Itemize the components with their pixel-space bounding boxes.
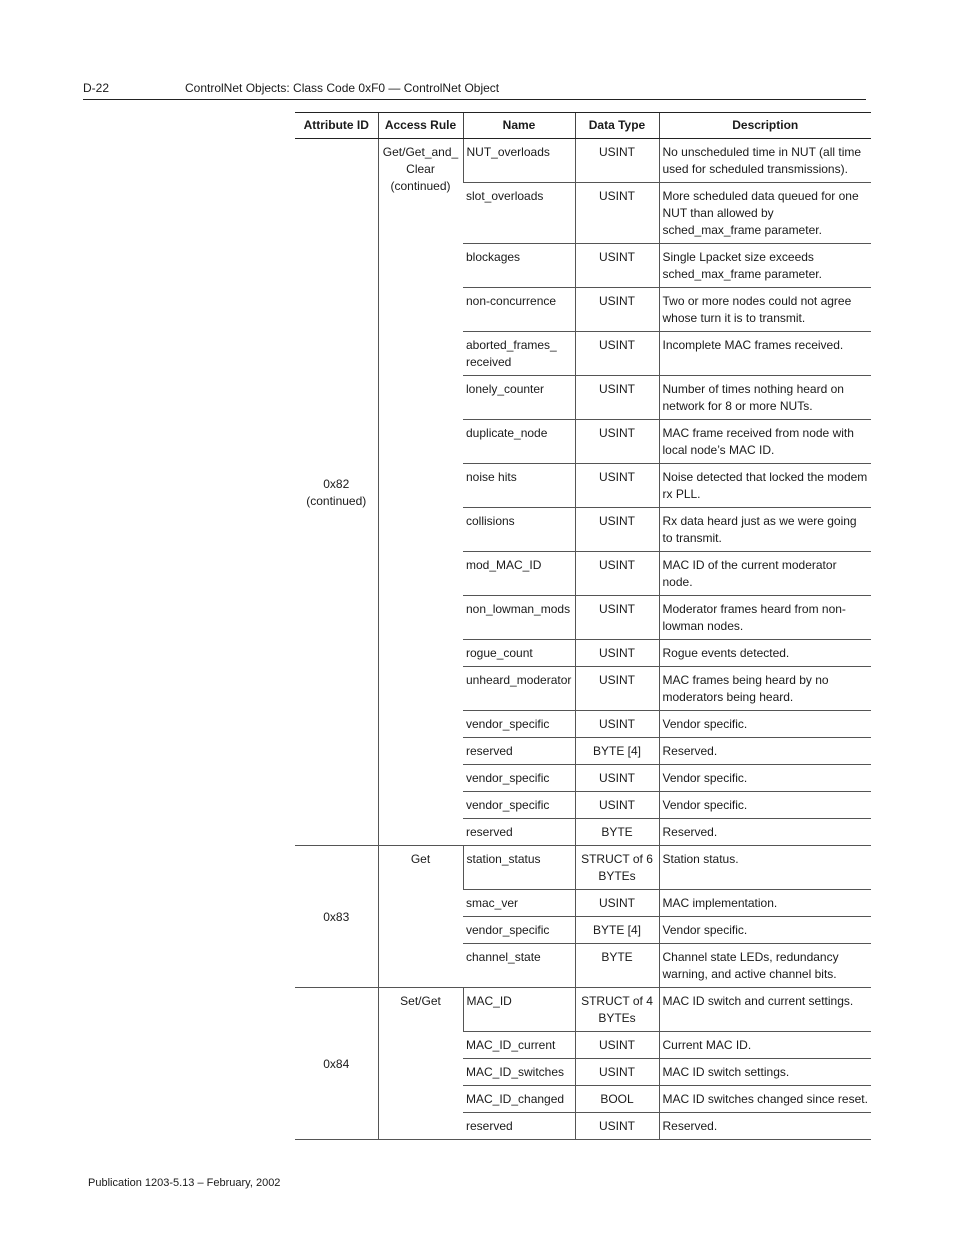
name-cell: collisions [463,508,575,552]
data-type-cell: USINT [575,667,659,711]
description-cell: MAC frame received from node with local node’s MAC ID. [659,420,871,464]
data-type-cell: USINT [575,1113,659,1140]
name-cell: MAC_ID_switches [463,1059,575,1086]
data-type-cell: USINT [575,420,659,464]
data-type-cell: USINT [575,139,659,183]
publication-footer: Publication 1203-5.13 – February, 2002 [88,1177,281,1189]
data-type-cell: BYTE [4] [575,917,659,944]
data-type-cell: BYTE [4] [575,738,659,765]
description-cell: Two or more nodes could not agree whose turn it is to transmit. [659,288,871,332]
column-header: Attribute ID [295,113,378,139]
column-header: Description [659,113,871,139]
description-cell: MAC ID switches changed since reset. [659,1086,871,1113]
access-rule-cell [378,139,463,846]
name-cell: reserved [463,738,575,765]
description-cell: Current MAC ID. [659,1032,871,1059]
description-cell: Moderator frames heard from non-lowman nodes. [659,596,871,640]
name-cell: mod_MAC_ID [463,552,575,596]
access-rule: Set/Get [400,994,441,1008]
attribute-table [295,112,871,1140]
data-type-cell: STRUCT of 4 BYTEs [575,988,659,1032]
page-title: ControlNet Objects: Class Code 0xF0 — ControlNet Object [185,81,500,95]
description-cell: Single Lpacket size exceeds sched_max_frame parameter. [659,244,871,288]
attribute-id: 0x83 [323,909,350,924]
data-type-cell: USINT [575,640,659,667]
name-cell: reserved [463,819,575,846]
data-type-cell: USINT [575,464,659,508]
name-cell: lonely_counter [463,376,575,420]
name-cell: noise hits [463,464,575,508]
data-type-cell: BYTE [575,944,659,988]
attribute-id: 0x84 [323,1056,350,1071]
column-header: Data Type [575,113,659,139]
name-cell: blockages [463,244,575,288]
data-type-cell: USINT [575,596,659,640]
attribute-id-cell [295,139,378,846]
description-cell: Noise detected that locked the modem rx PLL. [659,464,871,508]
name-cell: smac_ver [463,890,575,917]
data-type-cell: USINT [575,792,659,819]
table-header-row [295,113,871,139]
page-header [83,80,866,100]
attribute-id-cell [295,988,378,1140]
table-row [295,988,871,1032]
data-type-cell: USINT [575,1059,659,1086]
access-rule-cell [378,988,463,1140]
name-cell: MAC_ID_changed [463,1086,575,1113]
description-cell: MAC implementation. [659,890,871,917]
data-type-cell: USINT [575,1032,659,1059]
data-type-cell: USINT [575,890,659,917]
data-type-cell: BYTE [575,819,659,846]
data-type-cell: USINT [575,765,659,792]
data-type-cell: USINT [575,244,659,288]
access-rule: Get/Get_and_ Clear (continued) [382,145,459,193]
description-cell: Incomplete MAC frames received. [659,332,871,376]
name-cell: duplicate_node [463,420,575,464]
description-cell: Reserved. [659,1113,871,1140]
name-cell: vendor_specific [463,792,575,819]
description-cell: More scheduled data queued for one NUT than allowed by sched_max_frame parameter. [659,183,871,244]
name-cell: non_lowman_mods [463,596,575,640]
access-rule-cell [378,846,463,988]
data-type-cell: USINT [575,376,659,420]
page-number: D-22 [83,81,110,95]
description-cell: Vendor specific. [659,792,871,819]
name-cell: aborted_frames_ received [463,332,575,376]
column-header: Name [463,113,575,139]
data-type-cell: USINT [575,508,659,552]
data-type-cell: USINT [575,552,659,596]
name-cell: MAC_ID_current [463,1032,575,1059]
description-cell: Vendor specific. [659,765,871,792]
table-row [295,139,871,183]
description-cell: MAC ID switch and current settings. [659,988,871,1032]
description-cell: Number of times nothing heard on network for 8 or more NUTs. [659,376,871,420]
attribute-id: 0x82 (continued) [306,476,367,508]
name-cell: unheard_moderator [463,667,575,711]
description-cell: Reserved. [659,738,871,765]
table-body [295,139,871,1140]
data-type-cell: BOOL [575,1086,659,1113]
column-header: Access Rule [378,113,463,139]
name-cell: MAC_ID [463,988,575,1032]
data-type-cell: USINT [575,711,659,738]
name-cell: vendor_specific [463,711,575,738]
name-cell: reserved [463,1113,575,1140]
description-cell: No unscheduled time in NUT (all time used for scheduled transmissions). [659,139,871,183]
access-rule: Get [410,852,431,866]
description-cell: Rogue events detected. [659,640,871,667]
data-type-cell: STRUCT of 6 BYTEs [575,846,659,890]
table-row [295,846,871,890]
description-cell: MAC frames being heard by no moderators being heard. [659,667,871,711]
name-cell: rogue_count [463,640,575,667]
data-type-cell: USINT [575,183,659,244]
name-cell: non-concurrence [463,288,575,332]
name-cell: vendor_specific [463,765,575,792]
description-cell: Station status. [659,846,871,890]
description-cell: Vendor specific. [659,711,871,738]
name-cell: channel_state [463,944,575,988]
description-cell: Channel state LEDs, redundancy warning, and active channel bits. [659,944,871,988]
name-cell: slot_overloads [463,183,575,244]
description-cell: MAC ID of the current moderator node. [659,552,871,596]
data-type-cell: USINT [575,332,659,376]
attribute-id-cell [295,846,378,988]
data-type-cell: USINT [575,288,659,332]
description-cell: Reserved. [659,819,871,846]
description-cell: Vendor specific. [659,917,871,944]
description-cell: Rx data heard just as we were going to transmit. [659,508,871,552]
name-cell: vendor_specific [463,917,575,944]
description-cell: MAC ID switch settings. [659,1059,871,1086]
name-cell: station_status [463,846,575,890]
name-cell: NUT_overloads [463,139,575,183]
